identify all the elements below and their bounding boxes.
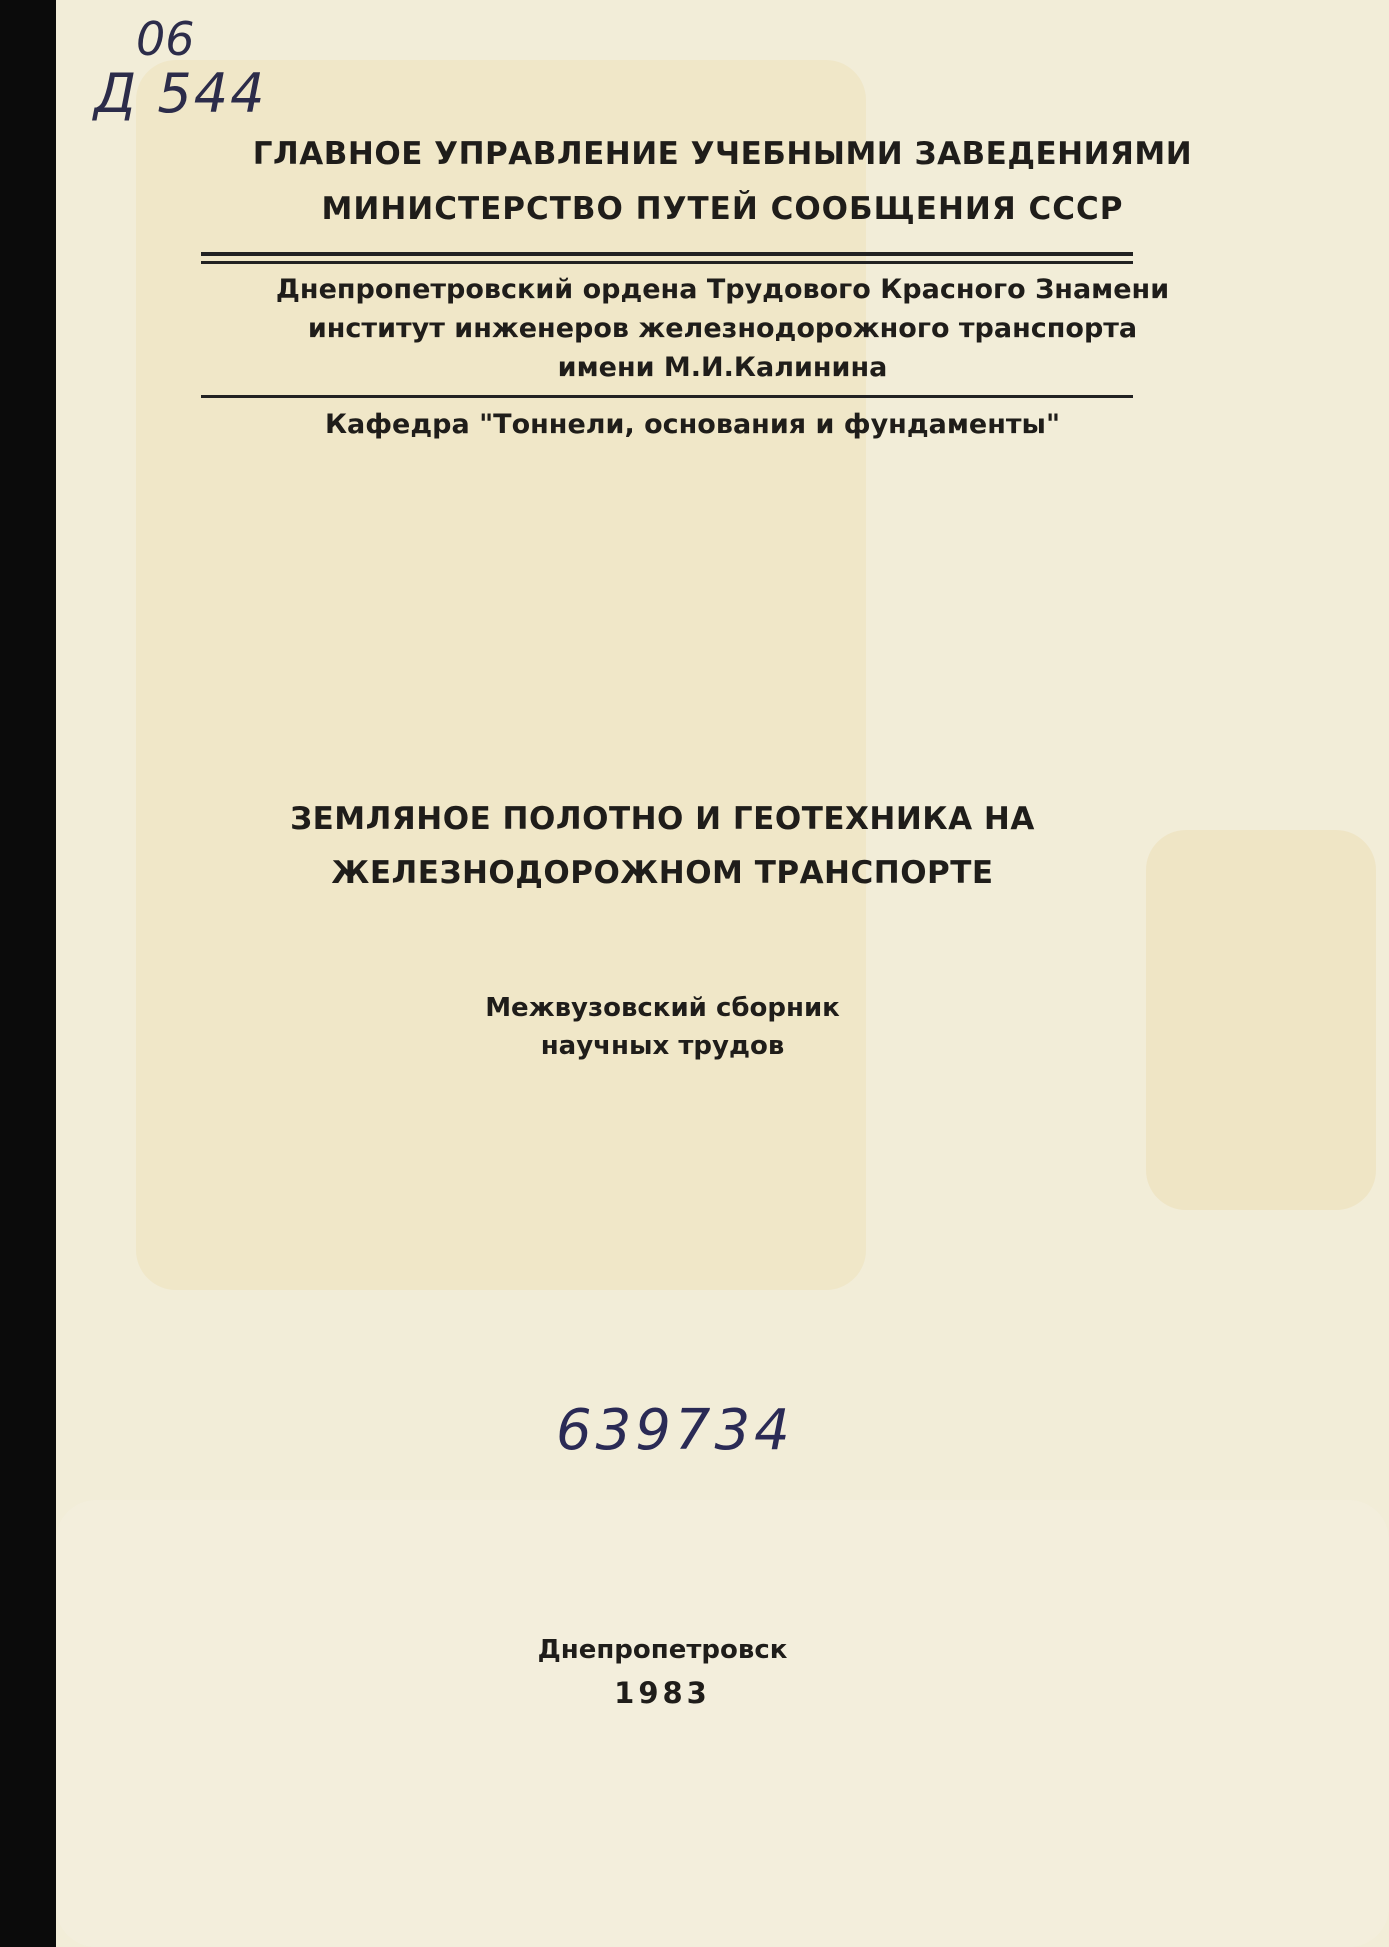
institute-line-3: имени М.И.Калинина xyxy=(557,352,888,383)
handwritten-shelf-top: 06 xyxy=(136,12,195,66)
institute-line-2: институт инженеров железнодорожного транспорта xyxy=(307,313,1138,344)
title-page xyxy=(56,0,1389,1947)
department-name: Кафедра "Тоннели, основания и фундаменты" xyxy=(324,409,1061,440)
imprint-year: 1983 xyxy=(614,1676,711,1710)
ministry-line-2: МИНИСТЕРСТВО ПУТЕЙ СООБЩЕНИЯ СССР xyxy=(321,191,1124,227)
imprint-city: Днепропетровск xyxy=(537,1635,788,1665)
divider-double-bottom xyxy=(201,261,1133,264)
ministry-line-1: ГЛАВНОЕ УПРАВЛЕНИЕ УЧЕБНЫМИ ЗАВЕДЕНИЯМИ xyxy=(252,136,1193,172)
handwritten-inventory-number: 639734 xyxy=(556,1398,794,1463)
institute-line-1: Днепропетровский ордена Трудового Красного Знамени xyxy=(275,274,1170,305)
book-title-line-2: ЖЕЛЕЗНОДОРОЖНОМ ТРАНСПОРТЕ xyxy=(331,855,994,891)
book-title-line-1: ЗЕМЛЯНОЕ ПОЛОТНО И ГЕОТЕХНИКА НА xyxy=(290,801,1035,837)
handwritten-shelf-code: Д 544 xyxy=(94,62,267,125)
divider-double-top xyxy=(201,252,1133,256)
paper-stain xyxy=(56,1500,1389,1947)
subtitle-line-2: научных трудов xyxy=(540,1031,785,1061)
divider-single xyxy=(201,395,1133,398)
subtitle-line-1: Межвузовский сборник xyxy=(485,993,840,1023)
paper-stain xyxy=(136,60,866,1290)
